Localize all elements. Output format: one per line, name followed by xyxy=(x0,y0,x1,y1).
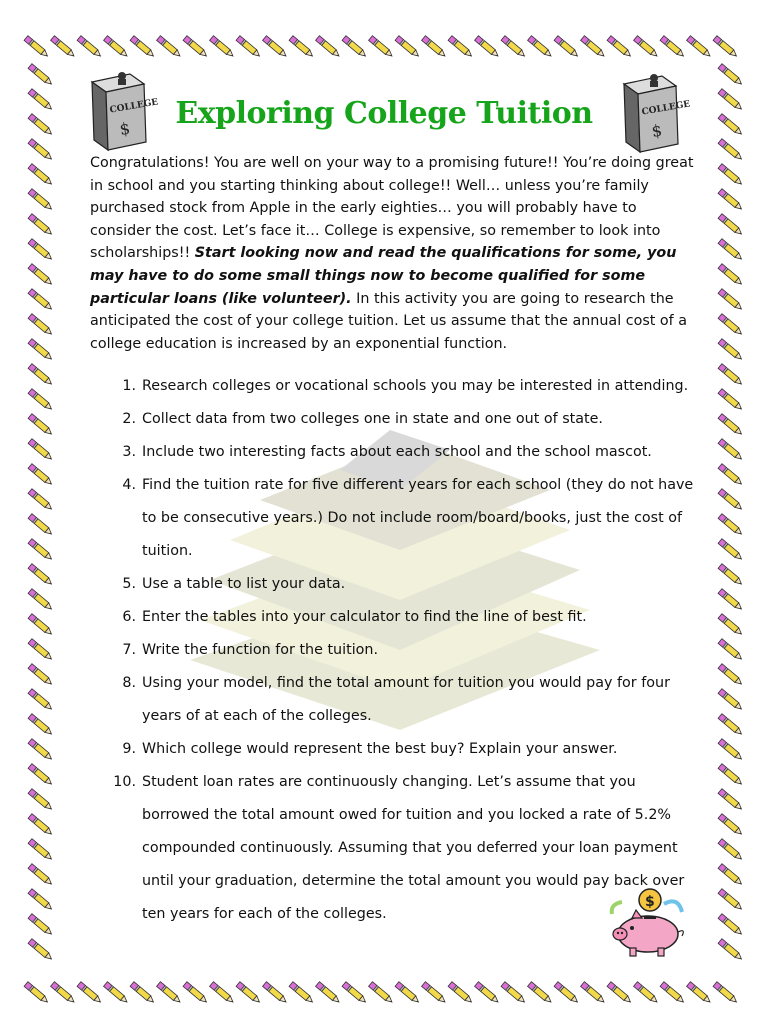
pencil-icon xyxy=(28,114,53,137)
pencil-icon xyxy=(28,614,53,637)
intro-emphasis: Start looking now and read the qualifications for some, you may have to do some small things now to become qualified for some particular loans (like volunteer). xyxy=(90,245,677,307)
pencil-icon xyxy=(718,689,743,712)
pencil-icon xyxy=(718,714,743,737)
pencil-icon xyxy=(28,764,53,787)
pencil-icon xyxy=(28,914,53,937)
pencil-icon xyxy=(28,314,53,337)
task-text: Find the tuition rate for five different years for each school (they do not have to be consecutive years.) Do not include room/board/books, just the cost of tuition. xyxy=(142,477,694,559)
task-item xyxy=(108,667,698,733)
pencil-icon xyxy=(607,36,632,59)
pencil-icon xyxy=(718,114,743,137)
pencil-icon xyxy=(718,739,743,762)
pencil-icon xyxy=(28,814,53,837)
college-book-icon-right xyxy=(618,72,692,154)
pencil-icon xyxy=(718,289,743,312)
pencil-icon xyxy=(28,339,53,362)
pencil-icon xyxy=(24,982,49,1005)
pencil-icon xyxy=(28,864,53,887)
pencil-icon xyxy=(713,982,738,1005)
task-number: 8. xyxy=(122,675,136,691)
pencil-icon xyxy=(554,982,579,1005)
pencil-icon xyxy=(718,864,743,887)
pencil-icon xyxy=(77,982,102,1005)
pencil-icon xyxy=(28,689,53,712)
task-item xyxy=(108,601,698,634)
pencil-icon xyxy=(718,614,743,637)
pencil-icon xyxy=(475,36,500,59)
task-item xyxy=(108,568,698,601)
pencil-icon xyxy=(28,164,53,187)
pencil-icon xyxy=(210,36,235,59)
pencil-icon xyxy=(28,739,53,762)
pencil-icon xyxy=(528,36,553,59)
pencil-icon xyxy=(28,939,53,962)
pencil-icon xyxy=(718,314,743,337)
pencil-icon xyxy=(28,589,53,612)
task-number: 5. xyxy=(122,576,136,592)
pencil-icon xyxy=(28,389,53,412)
pencil-icon xyxy=(422,36,447,59)
pencil-icon xyxy=(104,36,129,59)
pencil-icon xyxy=(28,539,53,562)
pencil-icon xyxy=(634,982,659,1005)
pencil-icon xyxy=(28,714,53,737)
pencil-icon xyxy=(581,982,606,1005)
svg-text:$: $ xyxy=(645,894,655,910)
pencil-icon xyxy=(51,36,76,59)
pencil-icon xyxy=(28,564,53,587)
task-number: 2. xyxy=(122,411,136,427)
pencil-icon xyxy=(528,982,553,1005)
pencil-icon xyxy=(28,839,53,862)
pencil-icon xyxy=(289,36,314,59)
pencil-icon xyxy=(718,239,743,262)
pencil-icon xyxy=(342,982,367,1005)
pencil-icon xyxy=(28,214,53,237)
pencil-icon xyxy=(183,36,208,59)
pencil-icon xyxy=(634,36,659,59)
pencil-icon xyxy=(687,982,712,1005)
svg-text:COLLEGE: COLLEGE xyxy=(641,99,692,118)
pencil-icon xyxy=(157,36,182,59)
pencil-icon xyxy=(718,564,743,587)
pencil-icon xyxy=(718,914,743,937)
task-text: Using your model, find the total amount for tuition you would pay for four years of at each of the colleges. xyxy=(142,675,670,724)
task-text: Student loan rates are continuously changing. Let’s assume that you borrowed the total amount owed for tuition and you locked a rate of 5.2% compounded continuously. Assuming that you deferred your loan payment until your graduation, determine the total amount you would pay back over ten years for each of the colleges. xyxy=(142,774,685,922)
pencil-icon xyxy=(718,814,743,837)
pencil-icon xyxy=(263,36,288,59)
pencil-icon xyxy=(718,439,743,462)
pencil-icon xyxy=(77,36,102,59)
task-list xyxy=(108,370,698,931)
pencil-icon xyxy=(718,489,743,512)
pencil-icon xyxy=(718,389,743,412)
pencil-icon xyxy=(369,36,394,59)
pencil-icon xyxy=(718,364,743,387)
intro-text-before: Congratulations! You are well on your way to a promising future!! You’re doing great in school and you starting thinking about college!! Well… unless you’re family purchased stock from Apple in the early eighties… you will probably have to consider the cost. Let’s face it… College is expensive, so remember to look into scholarships!! xyxy=(90,155,694,262)
pencil-icon xyxy=(718,414,743,437)
pencil-icon xyxy=(342,36,367,59)
task-number: 3. xyxy=(122,444,136,460)
pencil-icon xyxy=(718,589,743,612)
pencil-icon xyxy=(51,982,76,1005)
pencil-icon xyxy=(475,982,500,1005)
pencil-icon xyxy=(28,189,53,212)
pencil-icon xyxy=(718,514,743,537)
pencil-icon xyxy=(718,214,743,237)
page-title: Exploring College Tuition xyxy=(175,96,593,131)
pencil-icon xyxy=(316,982,341,1005)
task-item xyxy=(108,403,698,436)
pencil-icon xyxy=(28,639,53,662)
pencil-icon xyxy=(130,36,155,59)
pencil-icon xyxy=(289,982,314,1005)
pencil-icon xyxy=(395,982,420,1005)
task-number: 6. xyxy=(122,609,136,625)
pencil-icon xyxy=(607,982,632,1005)
piggy-bank-icon xyxy=(606,884,690,960)
pencil-icon xyxy=(718,89,743,112)
pencil-icon xyxy=(104,982,129,1005)
pencil-icon xyxy=(718,464,743,487)
pencil-icon xyxy=(660,982,685,1005)
pencil-icon xyxy=(718,639,743,662)
college-book-icon-left xyxy=(86,70,160,152)
task-text: Include two interesting facts about each school and the school mascot. xyxy=(142,444,652,460)
pencil-icon xyxy=(687,36,712,59)
task-text: Research colleges or vocational schools you may be interested in attending. xyxy=(142,378,689,394)
pencil-icon xyxy=(28,664,53,687)
pencil-icon xyxy=(581,36,606,59)
pencil-icon xyxy=(263,982,288,1005)
task-item xyxy=(108,469,698,568)
task-text: Enter the tables into your calculator to find the line of best fit. xyxy=(142,609,587,625)
pencil-icon xyxy=(28,414,53,437)
task-text: Collect data from two colleges one in state and one out of state. xyxy=(142,411,603,427)
pencil-icon xyxy=(718,64,743,87)
pencil-icon xyxy=(718,339,743,362)
pencil-icon xyxy=(718,764,743,787)
pencil-icon xyxy=(28,139,53,162)
pencil-icon xyxy=(718,539,743,562)
pencil-icon xyxy=(28,64,53,87)
pencil-icon xyxy=(718,839,743,862)
pencil-icon xyxy=(28,489,53,512)
pencil-icon xyxy=(718,189,743,212)
pencil-icon xyxy=(24,36,49,59)
intro-paragraph xyxy=(90,152,696,355)
pencil-icon xyxy=(28,89,53,112)
pencil-icon xyxy=(28,239,53,262)
pencil-icon xyxy=(554,36,579,59)
pencil-icon xyxy=(718,939,743,962)
task-text: Write the function for the tuition. xyxy=(142,642,379,658)
svg-text:$: $ xyxy=(650,120,664,141)
pencil-icon xyxy=(369,982,394,1005)
pencil-icon xyxy=(395,36,420,59)
pencil-icon xyxy=(236,982,261,1005)
pencil-icon xyxy=(448,982,473,1005)
task-number: 7. xyxy=(122,642,136,658)
svg-text:$: $ xyxy=(118,118,132,139)
pencil-icon xyxy=(718,664,743,687)
pencil-icon xyxy=(236,36,261,59)
pencil-icon xyxy=(28,889,53,912)
pencil-icon xyxy=(501,36,526,59)
pencil-icon xyxy=(28,439,53,462)
pencil-icon xyxy=(28,289,53,312)
pencil-icon xyxy=(157,982,182,1005)
task-number: 9. xyxy=(122,741,136,757)
pencil-icon xyxy=(130,982,155,1005)
intro-text-after: In this activity you are going to research the anticipated the cost of your college tuition. Let us assume that the annual cost of a college education is increased by an exponential function. xyxy=(90,290,687,352)
pencil-icon xyxy=(210,982,235,1005)
pencil-icon xyxy=(718,789,743,812)
pencil-icon xyxy=(718,889,743,912)
task-text: Which college would represent the best buy? Explain your answer. xyxy=(142,741,618,757)
pencil-icon xyxy=(28,789,53,812)
task-number: 1. xyxy=(122,378,136,394)
pencil-icon xyxy=(718,164,743,187)
task-number: 10. xyxy=(113,774,136,790)
pencil-icon xyxy=(316,36,341,59)
task-item xyxy=(108,436,698,469)
pencil-icon xyxy=(448,36,473,59)
pencil-icon xyxy=(660,36,685,59)
task-item xyxy=(108,634,698,667)
task-item xyxy=(108,733,698,766)
task-number: 4. xyxy=(122,477,136,493)
pencil-icon xyxy=(28,514,53,537)
svg-text:COLLEGE: COLLEGE xyxy=(109,97,160,116)
pencil-icon xyxy=(718,139,743,162)
pencil-icon xyxy=(718,264,743,287)
pencil-icon xyxy=(501,982,526,1005)
pencil-icon xyxy=(28,264,53,287)
pencil-icon xyxy=(713,36,738,59)
pencil-icon xyxy=(28,464,53,487)
task-item xyxy=(108,370,698,403)
pencil-icon xyxy=(28,364,53,387)
pencil-icon xyxy=(422,982,447,1005)
pencil-icon xyxy=(183,982,208,1005)
task-text: Use a table to list your data. xyxy=(142,576,346,592)
